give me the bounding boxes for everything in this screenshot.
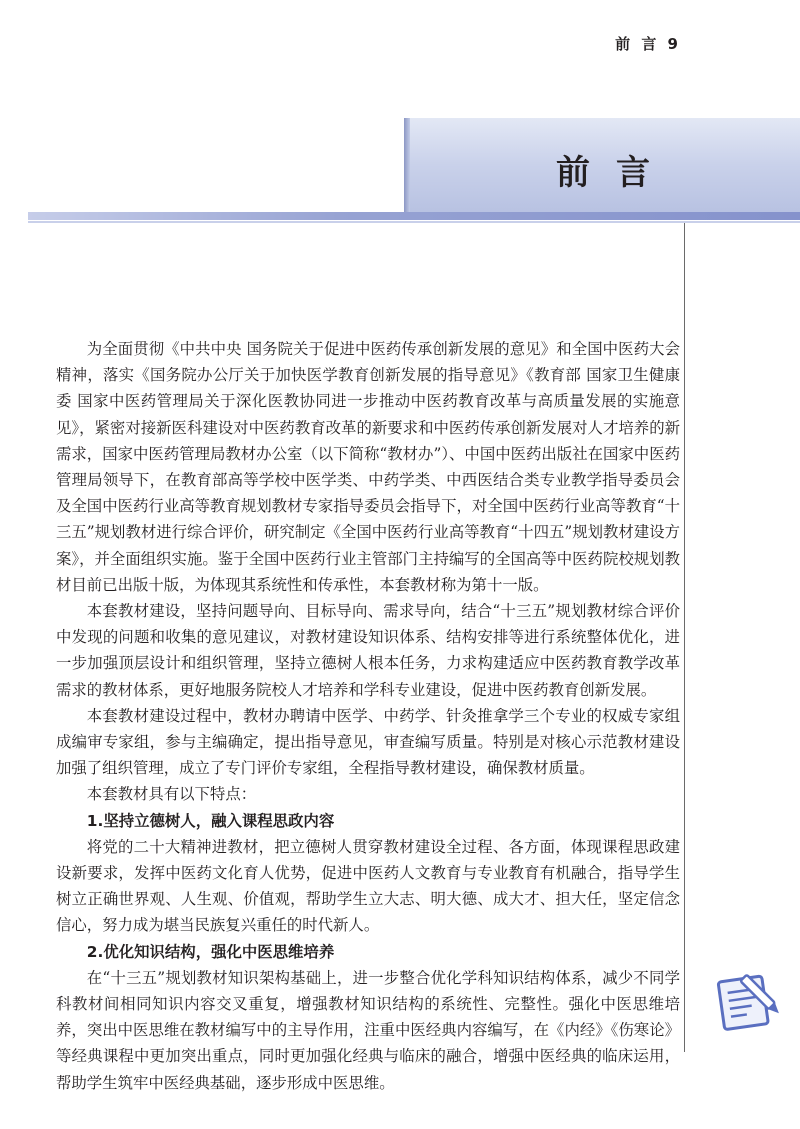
body-text <box>56 336 680 1096</box>
running-header: 前 言 9 <box>615 35 681 53</box>
paragraph: 为全面贯彻《中共中央 国务院关于促进中医药传承创新发展的意见》和全国中医药大会精神，落实《国务院办公厅关于加快医学教育创新发展的指导意见》《教育部 国家卫生健康委 国家中医药管理局关于深化医教协同进一步推动中医药教育改革与高质量发展的实施意见》，紧密对接新医科建设对中医药教育改革的新要求和中医药传承创新发展对人才培养的新需求，国家中医药管理局教材办公室（以下简称“教材办”）、中国中医药出版社在国家中医药管理局领导下，在教育部高等学校中医学类、中药学类、中西医结合类专业教学指导委员会及全国中医药行业高等教育规划教材专家指导委员会指导下，对全国中医药行业高等教育“十三五”规划教材进行综合评价，研究制定《全国中医药行业高等教育“十四五”规划教材建设方案》，并全面组织实施。鉴于全国中医药行业主管部门主持编写的全国高等中医药院校规划教材目前已出版十版，为体现其系统性和传承性，本套教材称为第十一版。 <box>56 340 680 594</box>
margin-line <box>684 223 685 1052</box>
section-paragraph: 将党的二十大精神进教材，把立德树人贯穿教材建设全过程、各方面，体现课程思政建设新要求，发挥中医药文化育人优势，促进中医药人文教育与专业教育有机融合，指导学生树立正确世界观、人生观、价值观，帮助学生立大志、明大德、成大才、担大任，坚定信念信心，努力成为堪当民族复兴重任的时代新人。 <box>56 837 680 935</box>
paragraph: 本套教材具有以下特点： <box>86 785 257 804</box>
title-band-edge <box>404 118 410 212</box>
section-heading: 1.坚持立德树人，融入课程思政内容 <box>86 811 335 830</box>
paragraph: 本套教材建设过程中，教材办聘请中医学、中药学、针灸推拿学三个专业的权威专家组成编审专家组，参与主编确定，提出指导意见，审查编写质量。特别是对核心示范教材建设加强了组织管理，成立了专门评价专家组，全程指导教材建设，确保教材质量。 <box>56 706 680 778</box>
page-title: 前言 <box>556 153 676 193</box>
notebook-pen-icon <box>711 968 787 1034</box>
header-rule <box>28 212 800 220</box>
section-heading: 2.优化知识结构，强化中医思维培养 <box>86 942 335 961</box>
section-paragraph: 在“十三五”规划教材知识架构基础上，进一步整合优化学科知识结构体系，减少不同学科教材间相同知识内容交叉重复，增强教材知识结构的系统性、完整性。强化中医思维培养，突出中医思维在教材编写中的主导作用，注重中医经典内容编写，在《内经》《伤寒论》等经典课程中更加突出重点，同时更加强化经典与临床的融合，增强中医经典的临床运用，帮助学生筑牢中医经典基础，逐步形成中医思维。 <box>56 968 680 1092</box>
paragraph: 本套教材建设，坚持问题导向、目标导向、需求导向，结合“十三五”规划教材综合评价中发现的问题和收集的意见建议，对教材建设知识体系、结构安排等进行系统整体优化，进一步加强顶层设计和组织管理，坚持立德树人根本任务，力求构建适应中医药教育教学改革需求的教材体系，更好地服务院校人才培养和学科专业建设，促进中医药教育创新发展。 <box>56 602 680 699</box>
